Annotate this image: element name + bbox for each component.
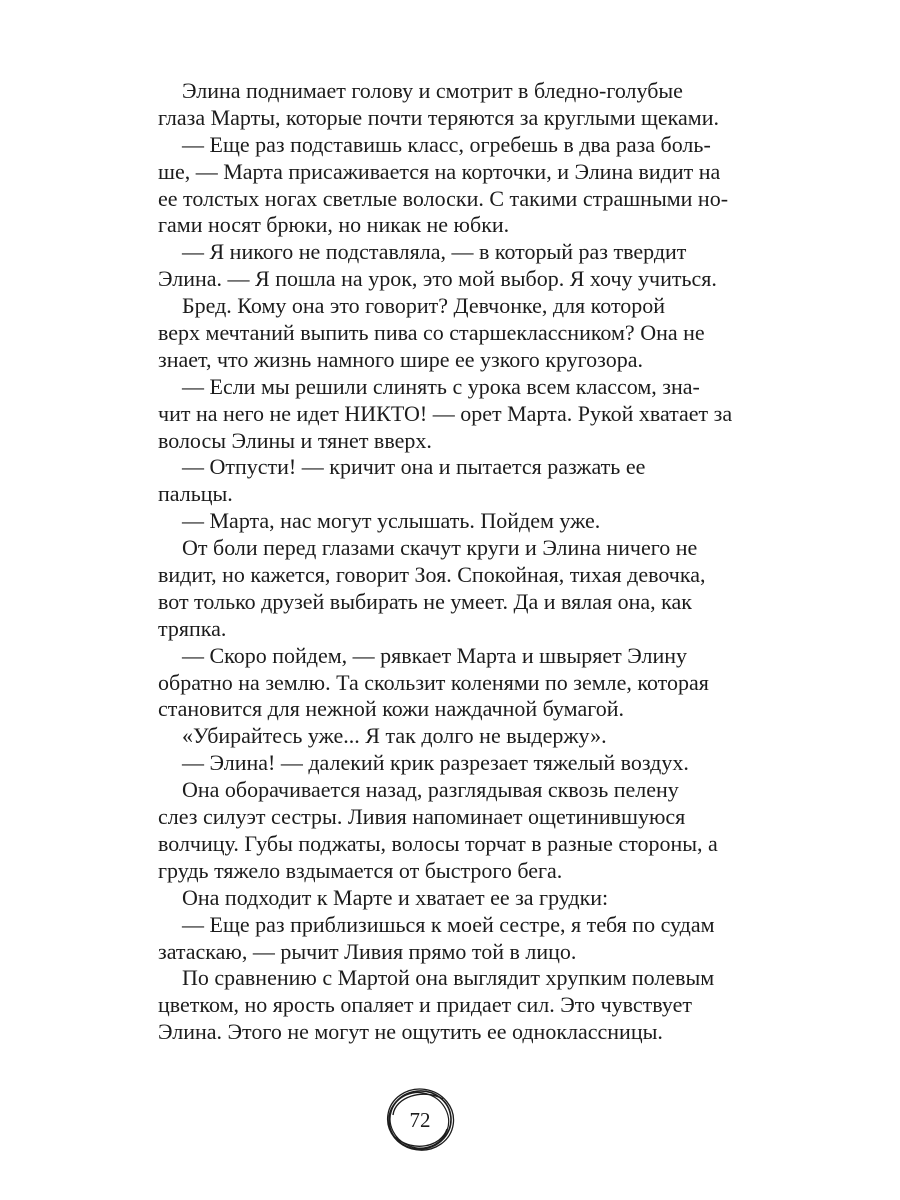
text-line: — Скоро пойдем, — рявкает Марта и швыряет Элину: [182, 642, 688, 668]
text-line: цветком, но ярость опаляет и придает сил. Это чувствует: [158, 992, 692, 1018]
text-line: волчицу. Губы поджаты, волосы торчат в разные стороны, а: [158, 830, 718, 856]
text-line: — Еще раз подставишь класс, огребешь в два раза боль-: [182, 131, 711, 157]
text-line: — Марта, нас могут услышать. Пойдем уже.: [182, 508, 601, 534]
text-line: тряпка.: [158, 615, 227, 641]
text-line: гами носят брюки, но никак не юбки.: [158, 212, 510, 238]
text-line: знает, что жизнь намного шире ее узкого кругозора.: [158, 346, 643, 372]
text-line: чит на него не идет НИКТО! — орет Марта. Рукой хватает за: [158, 400, 733, 426]
text-line: обратно на землю. Та скользит коленями по земле, которая: [158, 669, 709, 695]
text-line: — Я никого не подставляла, — в который раз твердит: [182, 239, 687, 265]
text-line: — Если мы решили слинять с урока всем классом, зна-: [182, 373, 700, 399]
text-line: волосы Элины и тянет вверх.: [158, 427, 432, 453]
text-line: Она оборачивается назад, разглядывая сквозь пелену: [182, 777, 679, 803]
text-line: глаза Марты, которые почти теряются за круглыми щеками.: [158, 104, 719, 130]
page-number-badge: [383, 1085, 457, 1155]
text-line: Элина. Этого не могут не ощутить ее одноклассницы.: [158, 1019, 663, 1045]
text-line: слез силуэт сестры. Ливия напоминает ощетинившуюся: [158, 804, 686, 830]
page-number: 72: [409, 1108, 431, 1132]
text-line: Она подходит к Марте и хватает ее за грудки:: [182, 884, 609, 910]
text-line: верх мечтаний выпить пива со старшеклассником? Она не: [158, 320, 705, 346]
text-line: Элина. — Я пошла на урок, это мой выбор. Я хочу учиться.: [158, 266, 717, 292]
text-line: ше, — Марта присаживается на корточки, и Элина видит на: [158, 158, 721, 184]
text-line: «Убирайтесь уже... Я так долго не выдержу».: [182, 723, 607, 749]
body-text: [158, 78, 741, 1046]
text-line: видит, но кажется, говорит Зоя. Спокойная, тихая девочка,: [158, 562, 706, 588]
text-line: затаскаю, — рычит Ливия прямо той в лицо.: [158, 938, 577, 964]
text-line: Бред. Кому она это говорит? Девчонке, для которой: [182, 293, 666, 319]
text-line: ее толстых ногах светлые волоски. С такими страшными но-: [158, 185, 729, 211]
text-line: становится для нежной кожи наждачной бумагой.: [158, 696, 624, 722]
text-line: — Еще раз приблизишься к моей сестре, я тебя по судам: [182, 911, 715, 937]
text-line: По сравнению с Мартой она выглядит хрупким полевым: [182, 965, 715, 991]
text-line: От боли перед глазами скачут круги и Элина ничего не: [182, 535, 698, 561]
text-line: пальцы.: [158, 481, 233, 507]
text-line: Элина поднимает голову и смотрит в бледно-голубые: [182, 78, 683, 103]
text-line: — Отпусти! — кричит она и пытается разжать ее: [182, 454, 646, 480]
text-line: — Элина! — далекий крик разрезает тяжелый воздух.: [182, 750, 689, 776]
text-line: вот только друзей выбирать не умеет. Да и вялая она, как: [158, 588, 692, 614]
text-line: грудь тяжело вздымается от быстрого бега.: [158, 857, 563, 883]
